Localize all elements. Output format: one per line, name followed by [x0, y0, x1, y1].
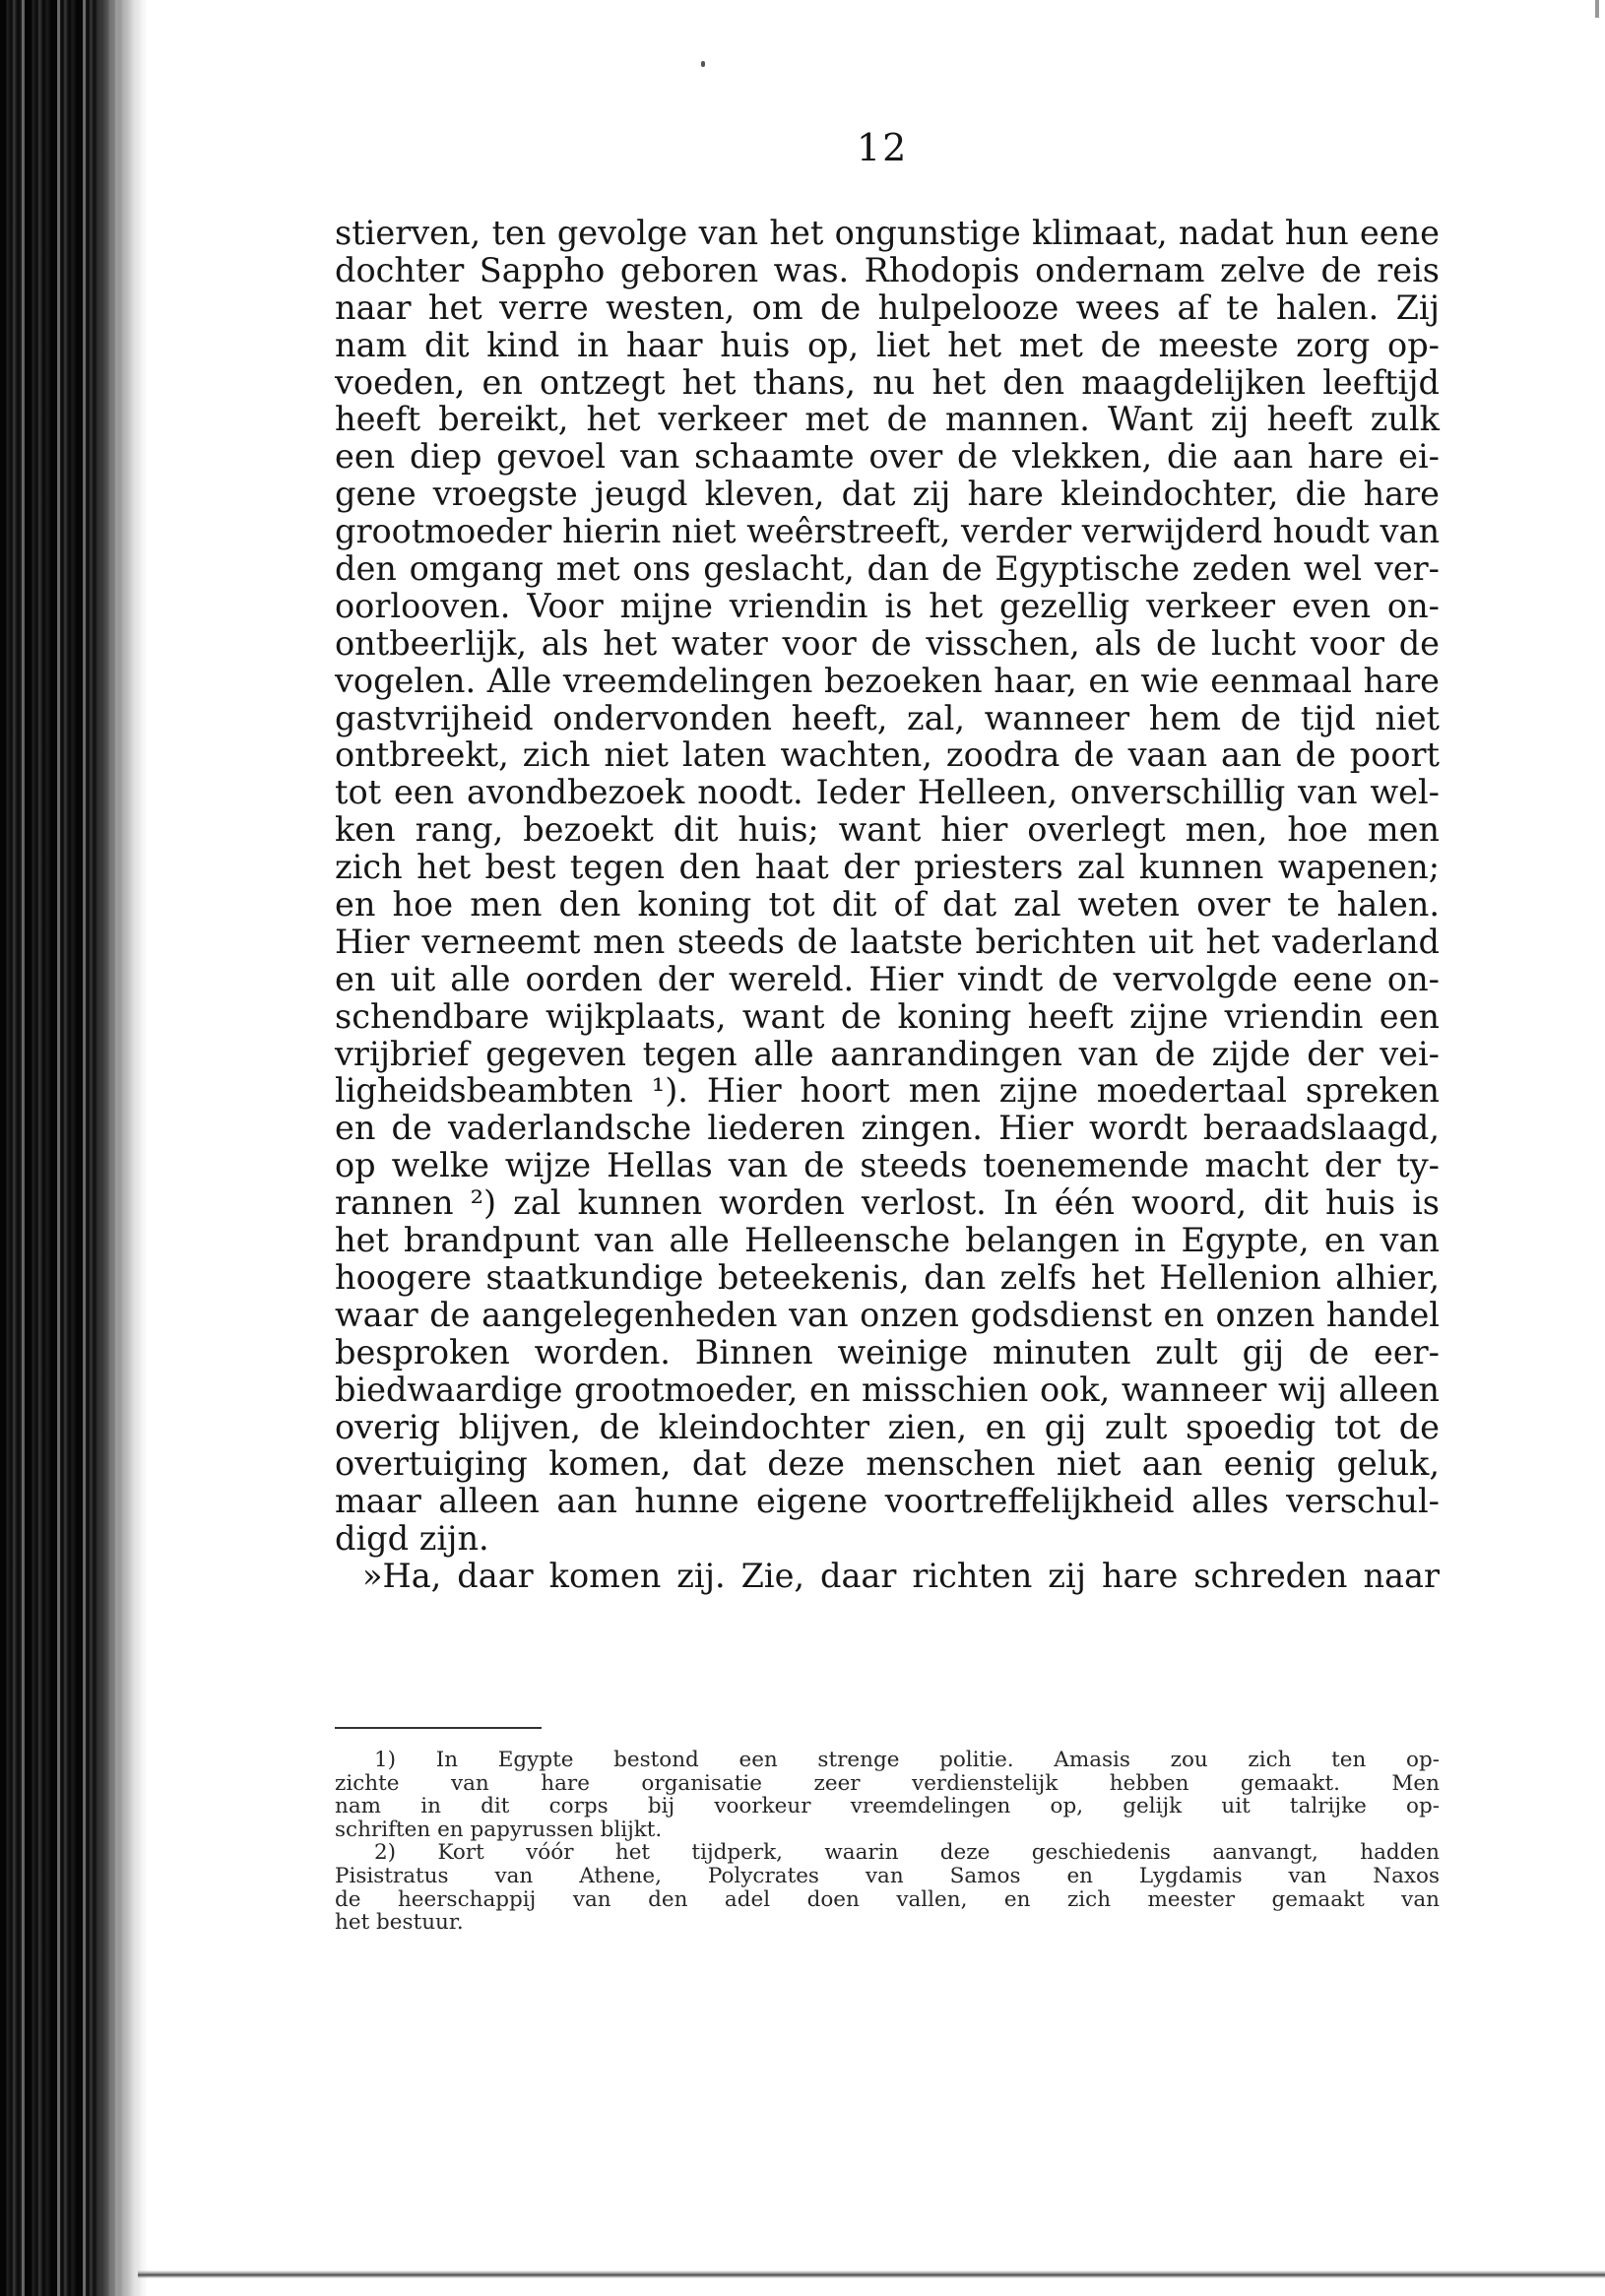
text-line: ontbeerlijk, als het water voor de visschen, als de lucht voor de	[335, 623, 1440, 663]
text-line: grootmoeder hierin niet weêrstreeft, verder verwijderd houdt van	[335, 512, 1441, 551]
text-line: nam dit kind in haar huis op, liet het met de meeste zorg op-	[335, 325, 1440, 364]
text-line: biedwaardige grootmoeder, en misschien ook, wanneer wij alleen	[335, 1370, 1440, 1409]
text-line: besproken worden. Binnen weinige minuten zult gij de eer-	[335, 1332, 1440, 1371]
text-line: gastvrijheid ondervonden heeft, zal, wanneer hem de tijd niet	[335, 698, 1440, 737]
footnote-divider	[335, 1727, 542, 1729]
text-line: Hier verneemt men steeds de laatste berichten uit het vaderland	[335, 922, 1440, 961]
text-line: schendbare wijkplaats, want de koning heeft zijne vriendin een	[335, 996, 1440, 1036]
text-line: stierven, ten gevolge van het ongunstige klimaat, nadat hun eene	[335, 214, 1440, 252]
text-line: vrijbrief gegeven tegen alle aanrandingen van de zijde der vei-	[335, 1034, 1440, 1073]
text-line: zich het best tegen den haat der priesters zal kunnen wapenen;	[335, 848, 1440, 887]
body-text	[335, 215, 1440, 1595]
spine-streak	[22, 0, 25, 2296]
corner-mark	[1595, 0, 1599, 18]
text-line: oorlooven. Voor mijne vriendin is het gezellig verkeer even on-	[335, 586, 1440, 625]
text-line: »Ha, daar komen zij. Zie, daar richten zij hare schreden naar	[362, 1557, 1440, 1596]
text-line: gene vroegste jeugd kleven, dat zij hare kleindochter, die hare	[335, 475, 1440, 514]
text-line: digd zijn.	[335, 1519, 489, 1559]
ink-speck	[701, 61, 705, 67]
footnote-line: Pisistratus van Athene, Polycrates van Samos en Lygdamis van Naxos	[335, 1863, 1440, 1888]
text-line: tot een avondbezoek noodt. Ieder Helleen, onverschillig van wel-	[335, 773, 1440, 812]
text-line: waar de aangelegenheden van onzen godsdienst en onzen handel	[335, 1295, 1440, 1334]
footnote-line: 2) Kort vóór het tijdperk, waarin deze geschiedenis aanvangt, hadden	[374, 1840, 1440, 1866]
text-line: dochter Sappho geboren was. Rhodopis ondernam zelve de reis	[335, 250, 1440, 289]
text-line: en de vaderlandsche liederen zingen. Hier wordt beraadslaagd,	[335, 1109, 1440, 1148]
text-line: heeft bereikt, het verkeer met de mannen. Want zij heeft zulk	[335, 400, 1440, 439]
text-line: ontbreekt, zich niet laten wachten, zoodra de vaan aan de poort	[335, 735, 1440, 775]
text-line: en uit alle oorden der wereld. Hier vindt de vervolgde eene on-	[335, 959, 1440, 998]
text-line: ligheidsbeambten ¹). Hier hoort men zijne moedertaal spreken	[335, 1071, 1440, 1111]
text-line: hoogere staatkundige beteekenis, dan zelfs het Hellenion alhier,	[335, 1257, 1440, 1297]
footnote-line: zichte van hare organisatie zeer verdienstelijk hebben gemaakt. Men	[335, 1770, 1440, 1796]
text-line: naar het verre westen, om de hulpelooze wees af te halen. Zij	[335, 287, 1440, 327]
footnote-line: nam in dit corps bij voorkeur vreemdelingen op, gelijk uit talrijke op-	[335, 1794, 1440, 1819]
text-line: vogelen. Alle vreemdelingen bezoeken haar, en wie eenmaal hare	[335, 661, 1440, 700]
footnote-line: 1) In Egypte bestond een strenge politie. Amasis zou zich ten op-	[374, 1748, 1440, 1772]
text-line: het brandpunt van alle Helleensche belangen in Egypte, en van	[335, 1221, 1440, 1260]
page-number: 12	[857, 126, 909, 169]
text-line: overtuiging komen, dat deze menschen niet aan eenig geluk,	[335, 1444, 1440, 1484]
text-line: een diep gevoel van schaamte over de vlekken, die aan hare ei-	[335, 437, 1440, 477]
text-line: overig blijven, de kleindochter zien, en gij zult spoedig tot de	[335, 1407, 1440, 1446]
footnote-line: de heerschappij van den adel doen vallen, en zich meester gemaakt van	[335, 1886, 1440, 1912]
spine-streak	[57, 0, 60, 2296]
text-line: voeden, en ontzegt het thans, nu het den maagdelijken leeftijd	[335, 362, 1440, 402]
footnote-line: schriften en papyrussen blijkt.	[335, 1817, 663, 1842]
text-line: op welke wijze Hellas van de steeds toenemende macht der ty-	[335, 1146, 1440, 1185]
text-line: ken rang, bezoekt dit huis; want hier overlegt men, hoe men	[335, 810, 1440, 850]
footnote-line: het bestuur.	[335, 1910, 464, 1936]
text-line: rannen ²) zal kunnen worden verlost. In één woord, dit huis is	[335, 1183, 1440, 1223]
text-line: en hoe men den koning tot dit of dat zal weten over te halen.	[335, 885, 1440, 925]
footnotes	[335, 1749, 1440, 1935]
text-line: den omgang met ons geslacht, dan de Egyptische zeden wel ver-	[335, 549, 1440, 589]
text-line: maar alleen aan hunne eigene voortreffelijkheid alles verschul-	[335, 1482, 1440, 1521]
page-bottom-edge	[138, 2270, 1605, 2278]
spine-streak	[83, 0, 86, 2296]
